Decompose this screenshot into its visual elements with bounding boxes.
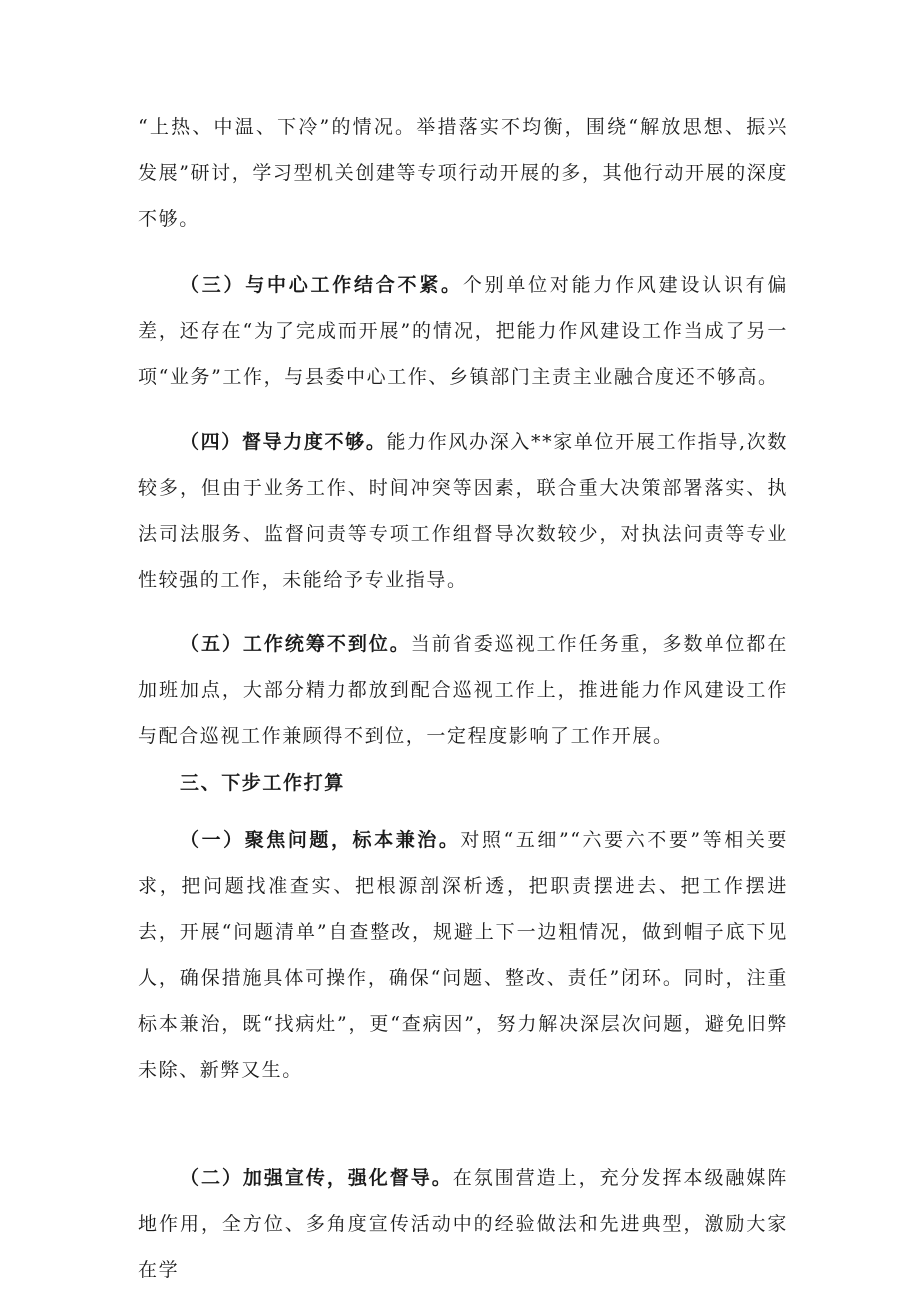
paragraph-lead: （五）工作统筹不到位。 [180,633,411,655]
paragraph-plan-2 [138,1155,788,1293]
paragraph-body: 对照“五细”“六要六不要”等相关要求，把问题找准查实、把根源剖深析透，把职责摆进去、把工作摆进去，开展“问题清单”自查整改，规避上下一边粗情况，做到帽子底下见人，确保措施具体可操作，确保“问题、整改、责任”闭环。同时，注重标本兼治，既“找病灶”，更“查病因”，努力解决深层次问题，避免旧弊未除、新弊又生。 [138,829,788,1081]
paragraph-continuation [138,104,788,242]
paragraph-body: 当前省委巡视工作任务重，多数单位都在加班加点，大部分精力都放到配合巡视工作上，推进能力作风建设工作与配合巡视工作兼顾得不到位，一定程度影响了工作开展。 [138,633,788,747]
paragraph-point-5 [138,621,788,759]
paragraph-body: 能力作风办深入**家单位开展工作指导,次数较多，但由于业务工作、时间冲突等因素，联合重大决策部署落实、执法司法服务、监督问责等专项工作组督导次数较少，对执法问责等专业性较强的工作，未能给予专业指导。 [138,431,788,591]
paragraph-plan-1 [138,817,788,1093]
section-heading: 三、下步工作打算 [180,772,345,794]
paragraph-point-3 [138,262,788,400]
paragraph-lead: （三）与中心工作结合不紧。 [180,274,463,296]
paragraph-body: 个别单位对能力作风建设认识有偏差，还存在“为了完成而开展”的情况，把能力作风建设工作当成了另一项“业务”工作，与县委中心工作、乡镇部门主责主业融合度还不够高。 [138,274,788,388]
paragraph-body: “上热、中温、下冷”的情况。举措落实不均衡，围绕“解放思想、振兴发展”研讨，学习型机关创建等专项行动开展的多，其他行动开展的深度不够。 [138,116,788,230]
paragraph-lead: （一）聚焦问题，标本兼治。 [180,829,461,851]
paragraph-point-4 [138,419,788,603]
paragraph-body: 在氛围营造上，充分发挥本级融媒阵地作用，全方位、多角度宣传活动中的经验做法和先进典型，激励大家在学 [138,1167,788,1281]
paragraph-lead: （二）加强宣传，强化督导。 [180,1167,453,1189]
paragraph-lead: （四）督导力度不够。 [180,431,387,453]
